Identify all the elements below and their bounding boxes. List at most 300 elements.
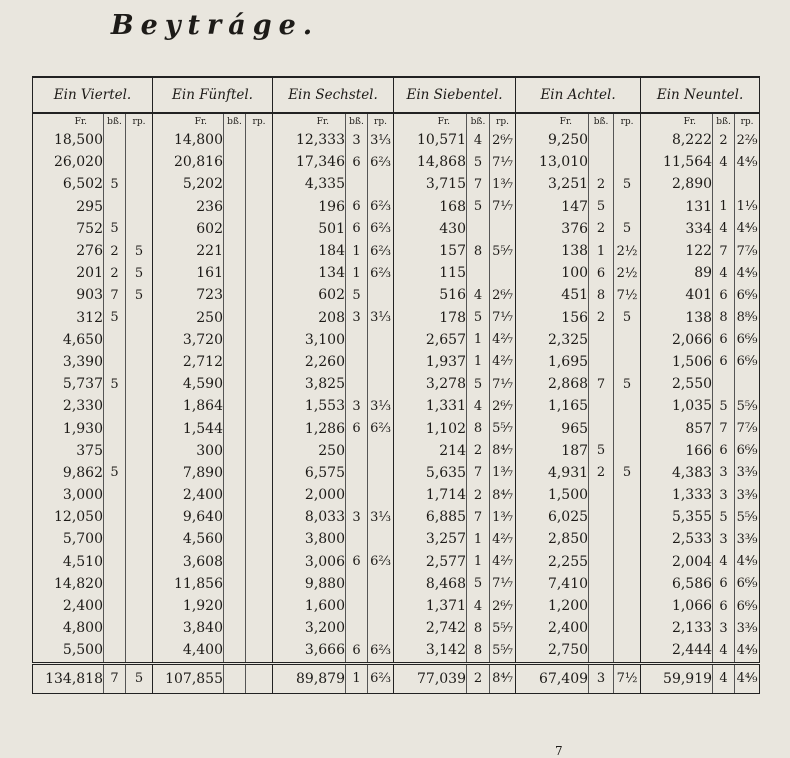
cell-rappen: 6⅔ xyxy=(368,639,394,663)
cell-franken: 4,335 xyxy=(273,173,346,195)
cell-franken: 1,930 xyxy=(33,417,104,439)
cell-rappen xyxy=(246,129,273,151)
cell-rappen xyxy=(126,151,153,173)
cell-franken: 236 xyxy=(153,196,224,218)
total-batzen: 1 xyxy=(346,663,368,693)
cell-rappen: 5 xyxy=(126,262,153,284)
table-row xyxy=(33,462,760,484)
cell-franken: 1,035 xyxy=(641,395,713,417)
cell-franken: 4,510 xyxy=(33,551,104,573)
cell-batzen xyxy=(224,506,246,528)
cell-batzen xyxy=(713,173,735,195)
cell-franken: 376 xyxy=(516,218,589,240)
cell-franken: 4,400 xyxy=(153,639,224,663)
cell-franken: 5,202 xyxy=(153,173,224,195)
cell-franken: 221 xyxy=(153,240,224,262)
cell-rappen xyxy=(614,395,641,417)
cell-batzen: 1 xyxy=(467,551,490,573)
total-rappen: 5 xyxy=(126,663,153,693)
cell-batzen xyxy=(224,617,246,639)
cell-franken: 2,577 xyxy=(394,551,467,573)
total-franken: 89,879 xyxy=(273,663,346,693)
cell-batzen: 3 xyxy=(713,484,735,506)
cell-franken: 3,715 xyxy=(394,173,467,195)
unit-label-batzen: bß. xyxy=(346,113,368,129)
cell-franken: 965 xyxy=(516,417,589,439)
cell-batzen: 2 xyxy=(104,262,126,284)
cell-franken: 1,066 xyxy=(641,595,713,617)
cell-batzen xyxy=(104,528,126,550)
cell-rappen: 2⁶⁄₇ xyxy=(490,129,516,151)
cell-franken: 6,575 xyxy=(273,462,346,484)
cell-rappen: 7¹⁄₇ xyxy=(490,573,516,595)
table-row xyxy=(33,617,760,639)
cell-rappen xyxy=(246,173,273,195)
cell-rappen: 6⁶⁄₉ xyxy=(735,573,760,595)
total-rappen xyxy=(246,663,273,693)
cell-rappen xyxy=(126,440,153,462)
cell-batzen: 2 xyxy=(467,484,490,506)
page-title: Beytráge. xyxy=(110,10,320,41)
table-row xyxy=(33,329,760,351)
cell-rappen: 5 xyxy=(614,373,641,395)
cell-rappen: 5⁵⁄₉ xyxy=(735,395,760,417)
cell-franken: 2,533 xyxy=(641,528,713,550)
cell-rappen: 7¹⁄₇ xyxy=(490,151,516,173)
cell-rappen xyxy=(614,484,641,506)
cell-rappen xyxy=(126,462,153,484)
cell-franken: 14,820 xyxy=(33,573,104,595)
unit-label-franken: Fr. xyxy=(273,113,346,129)
unit-label-franken: Fr. xyxy=(153,113,224,129)
cell-rappen xyxy=(614,528,641,550)
cell-batzen xyxy=(346,440,368,462)
unit-label-franken: Fr. xyxy=(641,113,713,129)
cell-rappen: 2½ xyxy=(614,262,641,284)
column-header: Ein Sechstel. xyxy=(273,77,394,113)
cell-batzen xyxy=(713,373,735,395)
cell-batzen: 6 xyxy=(713,351,735,373)
cell-franken: 8,033 xyxy=(273,506,346,528)
cell-rappen xyxy=(735,173,760,195)
cell-rappen xyxy=(614,351,641,373)
unit-label-rappen: rp. xyxy=(614,113,641,129)
cell-franken: 214 xyxy=(394,440,467,462)
cell-franken: 4,800 xyxy=(33,617,104,639)
table-row xyxy=(33,129,760,151)
cell-rappen xyxy=(246,351,273,373)
cell-franken: 1,864 xyxy=(153,395,224,417)
cell-rappen: 5 xyxy=(126,240,153,262)
cell-batzen: 8 xyxy=(589,284,614,306)
cell-rappen: 6⁶⁄₉ xyxy=(735,329,760,351)
cell-rappen xyxy=(126,351,153,373)
cell-franken: 7,890 xyxy=(153,462,224,484)
cell-rappen: 3³⁄₉ xyxy=(735,528,760,550)
cell-batzen xyxy=(104,595,126,617)
cell-franken: 122 xyxy=(641,240,713,262)
cell-franken: 115 xyxy=(394,262,467,284)
cell-batzen: 4 xyxy=(467,129,490,151)
cell-rappen: 5⁵⁄₇ xyxy=(490,417,516,439)
cell-rappen: 5 xyxy=(126,284,153,306)
table-row xyxy=(33,262,760,284)
cell-batzen xyxy=(224,373,246,395)
cell-rappen: 2⁶⁄₇ xyxy=(490,284,516,306)
cell-rappen: 6⁶⁄₉ xyxy=(735,351,760,373)
table-row xyxy=(33,173,760,195)
table-row xyxy=(33,639,760,663)
cell-franken: 3,720 xyxy=(153,329,224,351)
cell-rappen xyxy=(614,506,641,528)
cell-batzen xyxy=(589,573,614,595)
cell-batzen xyxy=(104,417,126,439)
cell-rappen: 2²⁄₉ xyxy=(735,129,760,151)
cell-batzen xyxy=(224,173,246,195)
cell-rappen: 5⁵⁄₇ xyxy=(490,240,516,262)
cell-rappen: 5 xyxy=(614,173,641,195)
cell-rappen: 6⁶⁄₉ xyxy=(735,284,760,306)
cell-rappen xyxy=(490,218,516,240)
unit-label-rappen: rp. xyxy=(126,113,153,129)
cell-batzen xyxy=(589,528,614,550)
cell-batzen: 6 xyxy=(346,196,368,218)
cell-franken: 3,390 xyxy=(33,351,104,373)
cell-rappen xyxy=(368,373,394,395)
cell-franken: 4,590 xyxy=(153,373,224,395)
cell-franken: 166 xyxy=(641,440,713,462)
cell-rappen xyxy=(246,151,273,173)
cell-franken: 1,544 xyxy=(153,417,224,439)
cell-batzen xyxy=(224,151,246,173)
cell-franken: 2,400 xyxy=(516,617,589,639)
cell-rappen: 6⅔ xyxy=(368,196,394,218)
cell-franken: 6,586 xyxy=(641,573,713,595)
cell-franken: 10,571 xyxy=(394,129,467,151)
column-header-row xyxy=(33,77,760,113)
column-header: Ein Fünftel. xyxy=(153,77,273,113)
cell-batzen xyxy=(104,196,126,218)
cell-batzen xyxy=(224,417,246,439)
unit-label-rappen: rp. xyxy=(368,113,394,129)
total-franken: 59,919 xyxy=(641,663,713,693)
cell-batzen: 6 xyxy=(713,573,735,595)
table-body xyxy=(33,129,760,663)
cell-batzen xyxy=(589,351,614,373)
cell-franken: 4,931 xyxy=(516,462,589,484)
cell-franken: 11,856 xyxy=(153,573,224,595)
cell-batzen xyxy=(224,551,246,573)
cell-rappen xyxy=(246,329,273,351)
cell-batzen: 4 xyxy=(713,218,735,240)
cell-rappen: 6⅔ xyxy=(368,551,394,573)
total-franken: 134,818 xyxy=(33,663,104,693)
cell-batzen xyxy=(346,573,368,595)
column-header: Ein Achtel. xyxy=(516,77,641,113)
cell-rappen xyxy=(368,462,394,484)
unit-label-batzen: bß. xyxy=(224,113,246,129)
cell-rappen xyxy=(126,129,153,151)
cell-batzen xyxy=(589,617,614,639)
cell-rappen xyxy=(246,595,273,617)
cell-franken: 138 xyxy=(516,240,589,262)
cell-franken: 602 xyxy=(273,284,346,306)
cell-rappen xyxy=(126,373,153,395)
cell-franken: 2,750 xyxy=(516,639,589,663)
unit-label-batzen: bß. xyxy=(104,113,126,129)
cell-rappen: 6⅔ xyxy=(368,240,394,262)
cell-rappen: 7¹⁄₇ xyxy=(490,307,516,329)
cell-batzen: 8 xyxy=(467,240,490,262)
cell-rappen xyxy=(368,484,394,506)
cell-franken: 857 xyxy=(641,417,713,439)
cell-batzen: 6 xyxy=(346,218,368,240)
cell-franken: 26,020 xyxy=(33,151,104,173)
cell-rappen: 1¹⁄₉ xyxy=(735,196,760,218)
cell-batzen: 6 xyxy=(346,417,368,439)
cell-franken: 3,278 xyxy=(394,373,467,395)
cell-franken: 9,880 xyxy=(273,573,346,595)
column-header: Ein Viertel. xyxy=(33,77,153,113)
cell-franken: 12,050 xyxy=(33,506,104,528)
cell-franken: 184 xyxy=(273,240,346,262)
cell-rappen xyxy=(246,373,273,395)
cell-batzen xyxy=(104,129,126,151)
cell-batzen xyxy=(346,329,368,351)
cell-rappen xyxy=(126,417,153,439)
cell-rappen xyxy=(126,395,153,417)
table-row xyxy=(33,595,760,617)
cell-rappen: 6⁶⁄₉ xyxy=(735,595,760,617)
cell-rappen: 3³⁄₉ xyxy=(735,484,760,506)
cell-franken: 1,200 xyxy=(516,595,589,617)
cell-franken: 1,937 xyxy=(394,351,467,373)
cell-rappen: 8⁸⁄₉ xyxy=(735,307,760,329)
cell-rappen: 7½ xyxy=(614,284,641,306)
cell-franken: 14,868 xyxy=(394,151,467,173)
cell-batzen xyxy=(346,528,368,550)
cell-batzen xyxy=(104,329,126,351)
cell-rappen: 3³⁄₉ xyxy=(735,617,760,639)
cell-rappen: 5 xyxy=(614,307,641,329)
cell-batzen: 5 xyxy=(467,573,490,595)
cell-batzen: 7 xyxy=(589,373,614,395)
cell-batzen: 2 xyxy=(589,462,614,484)
cell-rappen xyxy=(614,417,641,439)
cell-batzen: 1 xyxy=(713,196,735,218)
cell-batzen: 5 xyxy=(104,173,126,195)
cell-batzen: 2 xyxy=(589,307,614,329)
cell-franken: 4,560 xyxy=(153,528,224,550)
table-row xyxy=(33,196,760,218)
unit-label-franken: Fr. xyxy=(516,113,589,129)
cell-franken: 2,255 xyxy=(516,551,589,573)
cell-batzen xyxy=(104,351,126,373)
cell-rappen xyxy=(614,129,641,151)
cell-franken: 5,635 xyxy=(394,462,467,484)
unit-label-rappen: rp. xyxy=(490,113,516,129)
cell-batzen: 3 xyxy=(346,506,368,528)
total-franken: 107,855 xyxy=(153,663,224,693)
cell-batzen: 8 xyxy=(467,617,490,639)
cell-franken: 1,286 xyxy=(273,417,346,439)
cell-franken: 134 xyxy=(273,262,346,284)
cell-batzen xyxy=(104,551,126,573)
cell-rappen: 6⁶⁄₉ xyxy=(735,440,760,462)
cell-rappen xyxy=(126,528,153,550)
cell-rappen: 4⁴⁄₉ xyxy=(735,639,760,663)
cell-rappen: 5 xyxy=(614,462,641,484)
cell-batzen xyxy=(589,551,614,573)
table-row xyxy=(33,440,760,462)
cell-franken: 17,346 xyxy=(273,151,346,173)
cell-franken: 3,000 xyxy=(33,484,104,506)
cell-batzen xyxy=(224,196,246,218)
cell-rappen: 2⁶⁄₇ xyxy=(490,595,516,617)
cell-rappen xyxy=(368,440,394,462)
cell-rappen: 4²⁄₇ xyxy=(490,551,516,573)
cell-batzen: 3 xyxy=(713,462,735,484)
cell-franken: 208 xyxy=(273,307,346,329)
cell-batzen xyxy=(346,595,368,617)
cell-batzen xyxy=(467,262,490,284)
cell-rappen xyxy=(246,240,273,262)
cell-rappen xyxy=(368,528,394,550)
cell-franken: 2,890 xyxy=(641,173,713,195)
cell-batzen: 4 xyxy=(713,262,735,284)
cell-rappen: 1³⁄₇ xyxy=(490,462,516,484)
cell-rappen: 4⁴⁄₉ xyxy=(735,151,760,173)
cell-batzen: 7 xyxy=(104,284,126,306)
cell-franken: 2,742 xyxy=(394,617,467,639)
cell-rappen xyxy=(246,395,273,417)
cell-rappen xyxy=(368,617,394,639)
cell-rappen: 3⅓ xyxy=(368,307,394,329)
cell-franken: 89 xyxy=(641,262,713,284)
cell-franken: 5,355 xyxy=(641,506,713,528)
cell-franken: 2,712 xyxy=(153,351,224,373)
cell-rappen xyxy=(614,595,641,617)
cell-rappen xyxy=(126,506,153,528)
cell-rappen: 4⁴⁄₉ xyxy=(735,218,760,240)
cell-rappen xyxy=(126,307,153,329)
cell-franken: 250 xyxy=(153,307,224,329)
cell-franken: 100 xyxy=(516,262,589,284)
cell-franken: 1,331 xyxy=(394,395,467,417)
cell-batzen xyxy=(346,484,368,506)
cell-franken: 300 xyxy=(153,440,224,462)
cell-batzen: 3 xyxy=(713,528,735,550)
cell-franken: 401 xyxy=(641,284,713,306)
cell-batzen xyxy=(104,484,126,506)
cell-rappen: 3³⁄₉ xyxy=(735,462,760,484)
cell-franken: 3,251 xyxy=(516,173,589,195)
cell-batzen: 3 xyxy=(713,617,735,639)
cell-franken: 3,825 xyxy=(273,373,346,395)
cell-batzen: 6 xyxy=(346,639,368,663)
cell-batzen: 6 xyxy=(713,329,735,351)
cell-batzen: 5 xyxy=(467,151,490,173)
cell-batzen: 1 xyxy=(589,240,614,262)
cell-batzen: 5 xyxy=(104,218,126,240)
cell-rappen: 7¹⁄₇ xyxy=(490,373,516,395)
cell-rappen: 4⁴⁄₉ xyxy=(735,551,760,573)
cell-franken: 6,885 xyxy=(394,506,467,528)
cell-franken: 9,862 xyxy=(33,462,104,484)
cell-batzen: 5 xyxy=(589,196,614,218)
cell-batzen: 7 xyxy=(467,506,490,528)
table-row xyxy=(33,417,760,439)
cell-franken: 201 xyxy=(33,262,104,284)
cell-rappen xyxy=(246,440,273,462)
cell-batzen xyxy=(224,462,246,484)
cell-franken: 6,502 xyxy=(33,173,104,195)
totals-row xyxy=(33,663,760,693)
cell-franken: 3,666 xyxy=(273,639,346,663)
cell-rappen xyxy=(246,218,273,240)
table-row xyxy=(33,373,760,395)
cell-batzen xyxy=(346,462,368,484)
cell-rappen xyxy=(368,329,394,351)
cell-batzen: 5 xyxy=(467,373,490,395)
page-number: 7 xyxy=(555,744,563,758)
cell-batzen: 4 xyxy=(467,395,490,417)
cell-batzen xyxy=(346,351,368,373)
cell-franken: 2,868 xyxy=(516,373,589,395)
cell-franken: 9,640 xyxy=(153,506,224,528)
cell-franken: 451 xyxy=(516,284,589,306)
cell-franken: 1,506 xyxy=(641,351,713,373)
cell-franken: 2,004 xyxy=(641,551,713,573)
cell-batzen: 7 xyxy=(467,173,490,195)
cell-rappen: 2½ xyxy=(614,240,641,262)
cell-rappen xyxy=(126,639,153,663)
cell-batzen xyxy=(224,484,246,506)
cell-rappen: 5⁵⁄₉ xyxy=(735,506,760,528)
cell-batzen xyxy=(104,395,126,417)
cell-rappen xyxy=(368,173,394,195)
cell-batzen xyxy=(104,440,126,462)
unit-label-franken: Fr. xyxy=(33,113,104,129)
cell-franken: 5,500 xyxy=(33,639,104,663)
total-batzen: 7 xyxy=(104,663,126,693)
cell-rappen xyxy=(368,595,394,617)
cell-franken: 6,025 xyxy=(516,506,589,528)
cell-franken: 2,550 xyxy=(641,373,713,395)
total-batzen: 4 xyxy=(713,663,735,693)
cell-batzen xyxy=(589,595,614,617)
cell-franken: 20,816 xyxy=(153,151,224,173)
cell-franken: 2,000 xyxy=(273,484,346,506)
cell-franken: 4,650 xyxy=(33,329,104,351)
cell-franken: 2,400 xyxy=(153,484,224,506)
cell-franken: 147 xyxy=(516,196,589,218)
cell-batzen: 2 xyxy=(104,240,126,262)
cell-batzen xyxy=(224,218,246,240)
cell-rappen: 7⁷⁄₉ xyxy=(735,240,760,262)
cell-rappen xyxy=(246,639,273,663)
cell-batzen: 5 xyxy=(104,307,126,329)
cell-batzen xyxy=(224,284,246,306)
cell-franken: 7,410 xyxy=(516,573,589,595)
cell-rappen xyxy=(126,329,153,351)
cell-franken: 138 xyxy=(641,307,713,329)
cell-batzen: 4 xyxy=(467,595,490,617)
cell-batzen xyxy=(467,218,490,240)
cell-franken: 2,066 xyxy=(641,329,713,351)
cell-franken: 1,371 xyxy=(394,595,467,617)
table-row xyxy=(33,551,760,573)
